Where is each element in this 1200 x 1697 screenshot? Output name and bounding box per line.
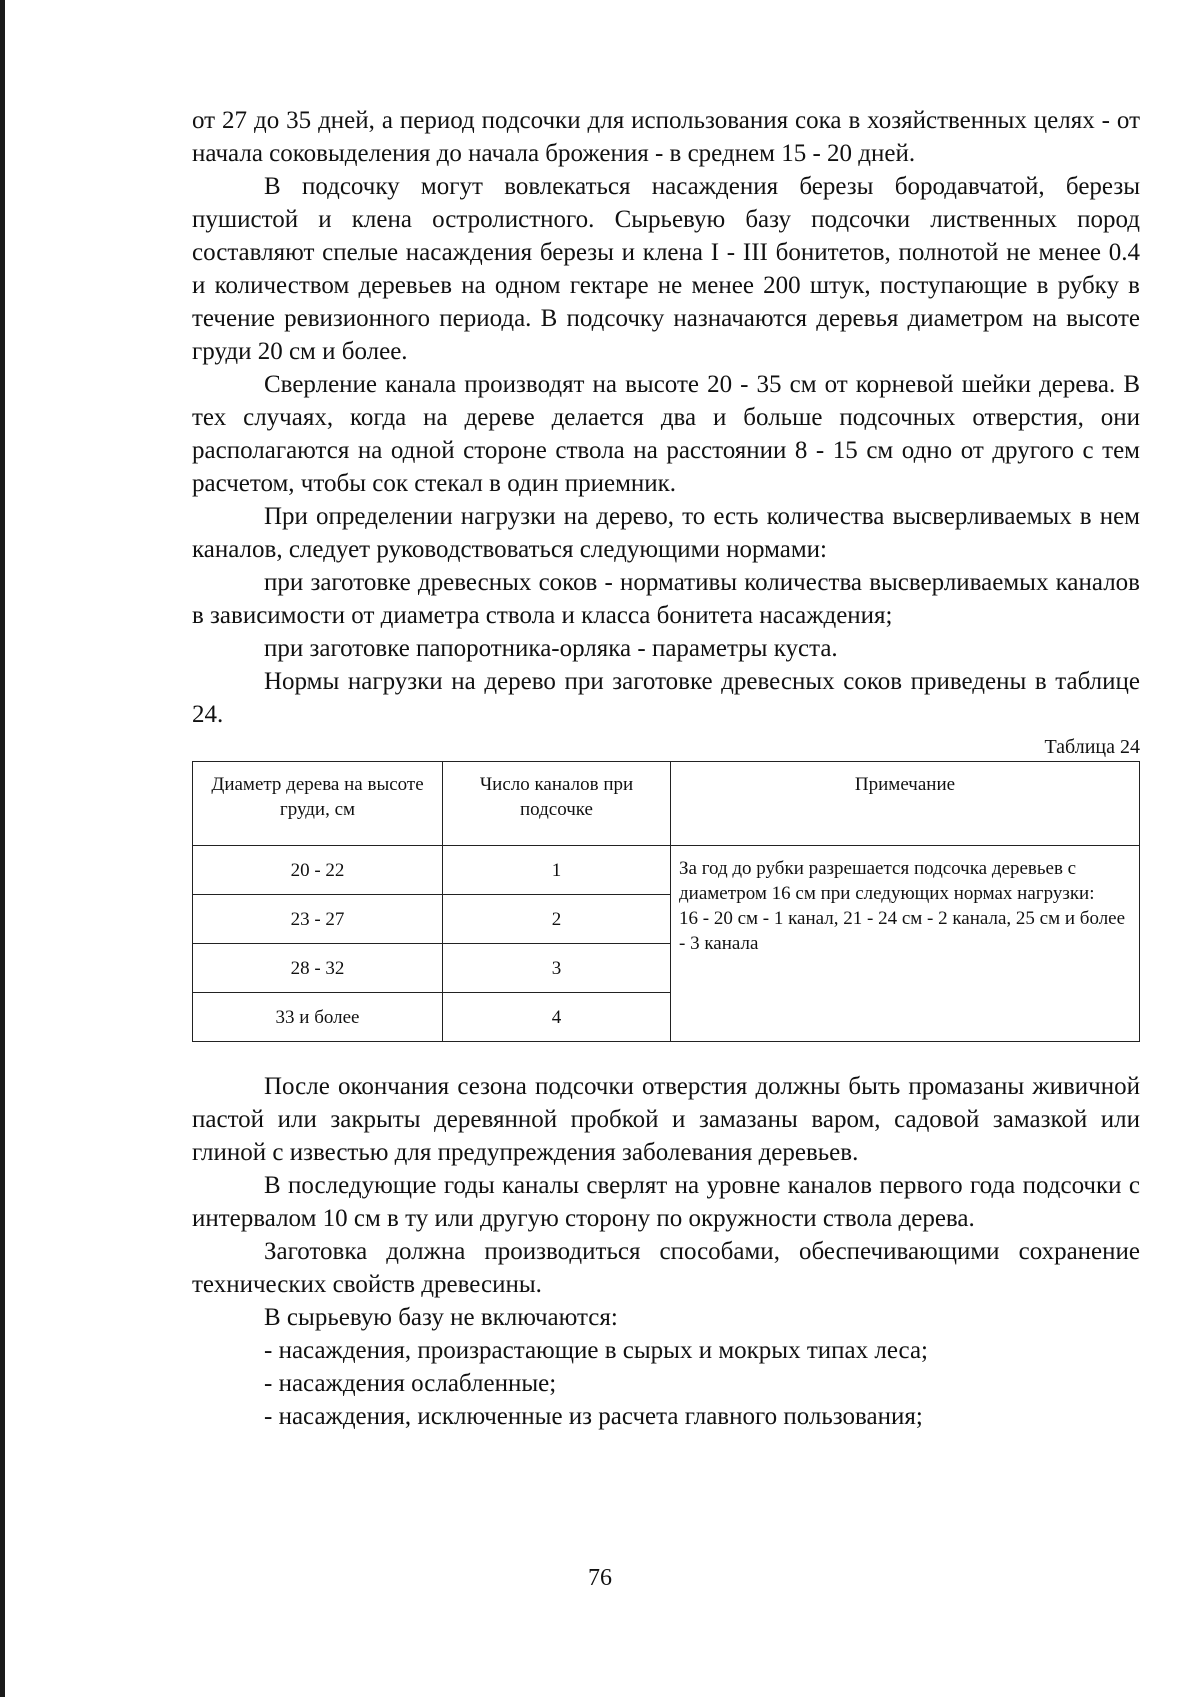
paragraph-1: от 27 до 35 дней, а период подсочки для использования сока в хозяйственных целях - от начала соковыделения до начала брожения - в среднем 15 - 20 дней. (192, 107, 1140, 167)
scan-edge (0, 0, 5, 1697)
table-caption: Таблица 24 (1044, 736, 1140, 758)
note-line-1: За год до рубки разрешается подсочка деревьев с диаметром 16 см при следующих нормах нагрузки: (679, 858, 1095, 904)
table-header-row (193, 762, 1140, 846)
cell-diameter: 20 - 22 (193, 846, 443, 895)
cell-channels: 1 (443, 846, 671, 895)
cell-channels: 4 (443, 993, 671, 1042)
table-row (193, 846, 1140, 895)
paragraph-3: Сверление канала производят на высоте 20 - 35 см от корневой шейки дерева. В тех случаях, когда на дереве делается два и больше подсочных отверстия, они располагаются на одной стороне ствола на расстоянии 8 - 15 см одно от другого с тем расчетом, чтобы сок стекал в один приемник. (192, 371, 1140, 497)
paragraph-7: Нормы нагрузки на дерево при заготовке древесных соков приведены в таблице 24. (192, 668, 1140, 728)
page-number: 76 (588, 1565, 612, 1591)
page-content (192, 104, 1140, 1433)
cell-channels: 3 (443, 944, 671, 993)
paragraph-2: В подсочку могут вовлекаться насаждения березы бородавчатой, березы пушистой и клена остролистного. Сырьевую базу подсочки лиственных пород составляют спелые насаждения березы и клена I - III бонитетов, полнотой не менее 0.4 и количеством деревьев на одном гектаре не менее 200 штук, поступающие в рубку в течение ревизионного периода. В подсочку назначаются деревья диаметром на высоте груди 20 см и более. (192, 173, 1140, 365)
spacer (192, 1042, 1140, 1070)
list-item: - насаждения, исключенные из расчета главного пользования; (264, 1403, 923, 1430)
header-channels: Число каналов при подсочке (443, 762, 671, 846)
paragraph-10: Заготовка должна производиться способами, обеспечивающими сохранение технических свойств древесины. (192, 1238, 1140, 1298)
header-note: Примечание (671, 762, 1140, 846)
list-item: - насаждения ослабленные; (264, 1370, 557, 1397)
paragraph-5: при заготовке древесных соков - нормативы количества высверливаемых каналов в зависимости от диаметра ствола и класса бонитета насаждения; (192, 569, 1140, 629)
cell-channels: 2 (443, 895, 671, 944)
cell-diameter: 23 - 27 (193, 895, 443, 944)
cell-diameter: 33 и более (193, 993, 443, 1042)
header-diameter: Диаметр дерева на высоте груди, см (193, 762, 443, 846)
norms-table (192, 761, 1140, 1042)
list-item: - насаждения, произрастающие в сырых и мокрых типах леса; (264, 1337, 929, 1364)
note-line-2: 16 - 20 см - 1 канал, 21 - 24 см - 2 канала, 25 см и более - 3 канала (679, 908, 1126, 954)
cell-diameter: 28 - 32 (193, 944, 443, 993)
paragraph-9: В последующие годы каналы сверлят на уровне каналов первого года подсочки с интервалом 10 см в ту или другую сторону по окружности ствола дерева. (192, 1172, 1140, 1232)
paragraph-8: После окончания сезона подсочки отверстия должны быть промазаны живичной пастой или закрыты деревянной пробкой и замазаны варом, садовой замазкой или глиной с известью для предупреждения заболевания деревьев. (192, 1073, 1140, 1166)
cell-note (671, 846, 1140, 1042)
paragraph-6: при заготовке папоротника-орляка - параметры куста. (264, 635, 838, 662)
paragraph-11: В сырьевую базу не включаются: (264, 1304, 618, 1331)
paragraph-4: При определении нагрузки на дерево, то есть количества высверливаемых в нем каналов, следует руководствоваться следующими нормами: (192, 503, 1140, 563)
